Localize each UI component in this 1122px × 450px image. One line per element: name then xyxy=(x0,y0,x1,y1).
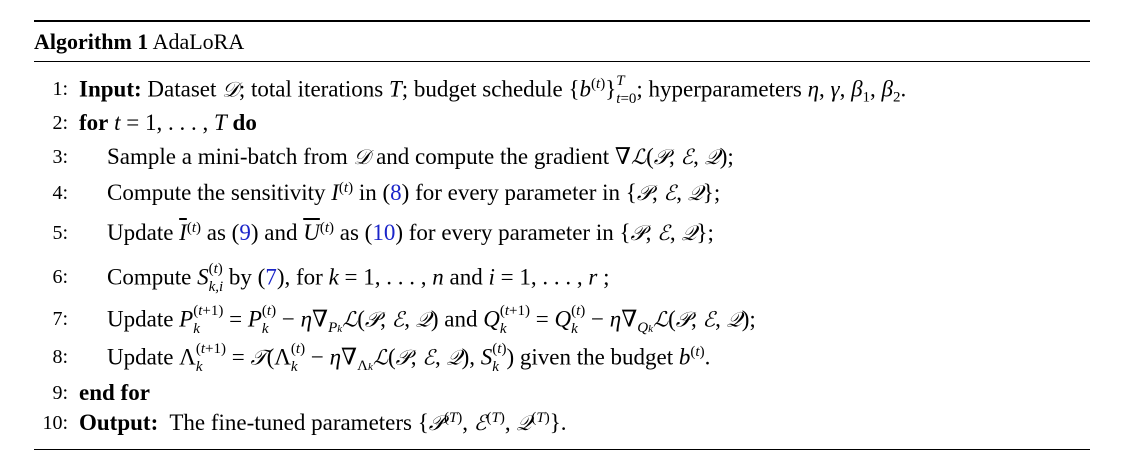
algorithm-line-2 xyxy=(34,110,1090,144)
line-body: Output: The fine-tuned parameters {𝒫$^{(T)}$, ℰ$^{(T)}$, 𝒬$^{(T)}$}. xyxy=(79,409,567,435)
equation-link-8[interactable]: 8 xyxy=(390,180,402,205)
algorithm-line-7 xyxy=(34,300,1090,340)
for-keyword: for xyxy=(79,110,109,135)
line-number: 5: xyxy=(52,222,68,244)
algorithm-name: AdaLoRA xyxy=(152,29,245,54)
line-body: Update $\overline{I}^{(t)}$ as (9) and $\overline{U}^{(t)}$ as (10) for every parameter in {𝒫, ℰ, 𝒬}; xyxy=(107,219,714,245)
line-number: 3: xyxy=(52,146,68,168)
equation-link-9[interactable]: 9 xyxy=(239,220,251,245)
line-body xyxy=(79,380,150,406)
algorithm-line-3 xyxy=(34,144,1090,178)
algorithm-line-5 xyxy=(34,216,1090,256)
algorithm-line-6 xyxy=(34,256,1090,300)
line-number: 2: xyxy=(52,112,68,134)
equation-link-10[interactable]: 10 xyxy=(372,220,396,245)
line-body: Update P (t+1) k = P (t) k − $\eta\nabla_{Pk}ℒ(𝒫$, ℰ, 𝒬) and Q (t+1) k = Q (t) k − $\eta\nabla_{Qk}ℒ(𝒫$, ℰ, 𝒬); xyxy=(107,303,756,337)
line-number: 8: xyxy=(52,346,68,368)
line-body: Input: Dataset 𝒟; total iterations T; budget schedule $\{b^{(t)}\}$ T t=0 ; hyperparameters η, γ, $\beta_1$, $\beta_2$. xyxy=(79,73,907,107)
algorithm-line-4 xyxy=(34,178,1090,216)
line-number: 10: xyxy=(42,412,68,434)
output-keyword: Output: xyxy=(79,410,159,435)
end-for-keyword: end for xyxy=(79,380,150,405)
algorithm-label: Algorithm 1 xyxy=(34,29,149,54)
line-number: 9: xyxy=(52,382,68,404)
algorithm-caption xyxy=(34,22,1090,56)
algorithm-block xyxy=(34,20,1090,450)
do-keyword: do xyxy=(232,110,257,135)
algorithm-line-10 xyxy=(34,408,1090,440)
line-number: 1: xyxy=(52,78,68,100)
line-number: 4: xyxy=(52,182,68,204)
algorithm-line-9 xyxy=(34,380,1090,408)
line-body: Compute S (t) k,i by (7), for k = 1, . . . , n and i = 1, . . . , r ; xyxy=(107,261,610,295)
line-number: 7: xyxy=(52,308,68,330)
line-body: for t = 1, . . . , T do xyxy=(79,110,257,135)
line-body: Compute the sensitivity $I^{(t)}$ in (8) for every parameter in {𝒫, ℰ, 𝒬}; xyxy=(107,179,721,205)
equation-link-7[interactable]: 7 xyxy=(265,264,277,290)
input-keyword: Input: xyxy=(79,76,142,102)
algorithm-line-1 xyxy=(34,72,1090,110)
algorithm-lines xyxy=(34,62,1090,440)
algorithm-line-8 xyxy=(34,340,1090,380)
line-body: Update Λ (t+1) k = 𝒯(Λ (t) k − $\eta\nabla_{\Lambda k}ℒ(𝒫$, ℰ, 𝒬), S (t) k ) given the budget $b^{(t)}$. xyxy=(107,341,711,375)
line-number: 6: xyxy=(52,266,68,288)
line-body: Sample a mini-batch from 𝒟 and compute the gradient ∇ℒ(𝒫, ℰ, 𝒬); xyxy=(107,144,734,169)
